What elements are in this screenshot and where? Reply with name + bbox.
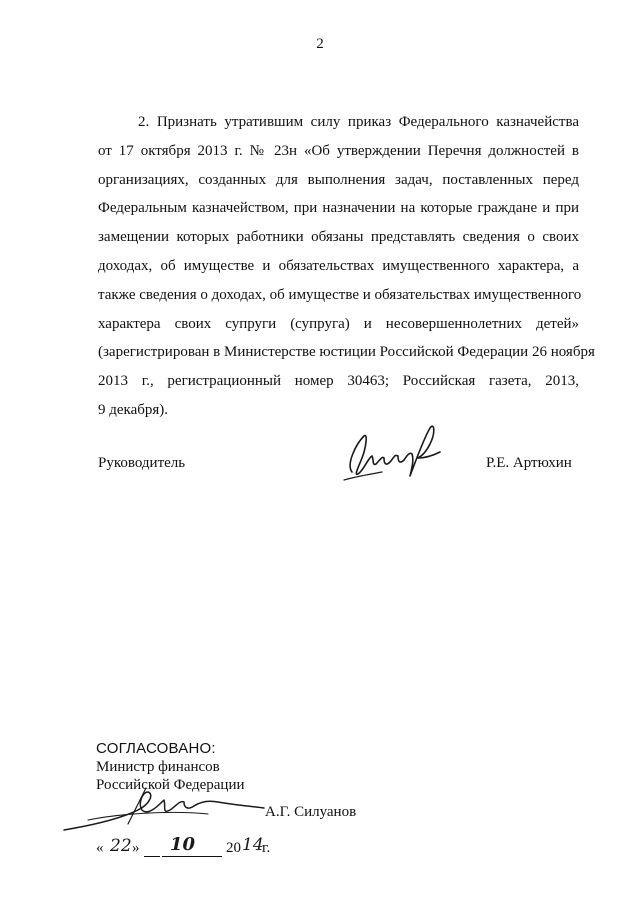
body-line: доходах, об имуществе и обязательствах имущественного характера, а [98,257,579,274]
page-number: 2 [316,36,324,52]
date-year-prefix: 20 [226,840,241,856]
date-close-quote: » [132,840,140,856]
body-line: также сведения о доходах, об имуществе и обязательствах имущественного [98,286,582,303]
approval-date [96,834,296,864]
body-line: от 17 октября 2013 г. № 23н «Об утверждении Перечня должностей в [98,142,579,159]
body-line: 2. Признать утратившим силу приказ Федерального казначейства [138,114,579,130]
date-end: г. [262,840,271,856]
signer-name: Р.Е. Артюхин [486,455,572,471]
date-underline-1 [144,856,160,857]
signature-icon [338,414,448,494]
date-year-suffix: 14 [242,835,264,855]
approval-position-line-1: Министр финансов [96,759,220,775]
date-open-quote: « [96,840,104,856]
date-day: 22 [110,836,132,856]
body-line: организациях, созданных для выполнения задач, поставленных перед [98,171,579,188]
date-month: 10 [170,834,196,855]
body-line: характера своих супруги (супруга) и несовершеннолетних детей» [98,315,579,332]
approval-name: А.Г. Силуанов [265,804,357,820]
approval-title: СОГЛАСОВАНО: [96,740,216,757]
body-line: Федеральным казначейством, при назначении на которые граждане и при [98,200,579,217]
signer-position: Руководитель [98,455,186,471]
date-underline-2 [162,856,222,857]
minister-signature-icon [58,780,268,840]
body-line: 9 декабря). [98,401,169,418]
approval-position-line-2: Российской Федерации [96,777,245,793]
body-line: 2013 г., регистрационный номер 30463; Российская газета, 2013, [98,373,579,390]
body-line: замещении которых работники обязаны представлять сведения о своих [98,229,579,246]
body-line: (зарегистрирован в Министерстве юстиции Российской Федерации 26 ноября [98,344,595,361]
body-paragraph [98,108,595,425]
